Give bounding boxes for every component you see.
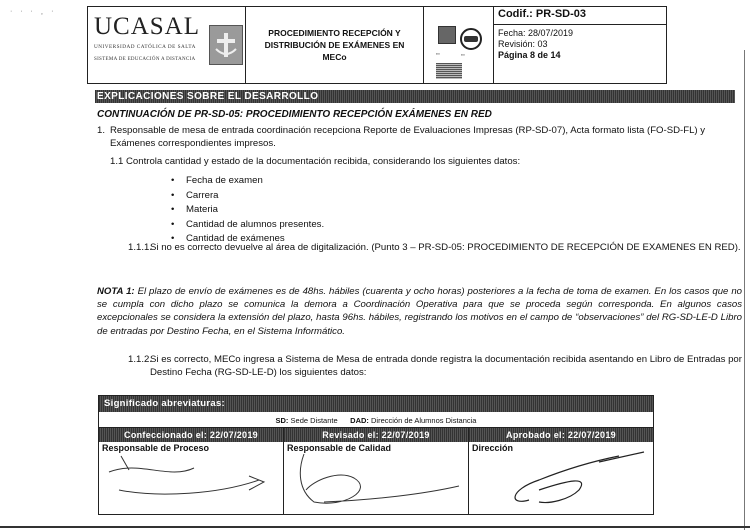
brand-name: UCASAL [94,13,201,40]
abbr-sd-key: SD: [275,416,289,425]
reviewed-column [284,428,469,514]
abbr-dad-key: DAD: [350,416,369,425]
page-bottom-border [0,526,750,528]
university-crest-icon [209,25,243,65]
item-1-1-1-text: Si no es correcto devuelve al área de digitalización. (Punto 3 – PR-SD-05: PROCEDIMIENTO DE RECEPCIÓN DE EXAMENES EN RED). [150,242,741,253]
list-item: • Fecha de examen [168,174,324,189]
prepared-column [99,428,284,514]
scan-noise: · · · ¸ · [10,8,57,15]
signature-direction-icon [469,450,653,510]
section-banner: EXPLICACIONES SOBRE EL DESARROLLO [95,90,735,103]
item-number-1-1-1: 1.1.1. [128,242,153,253]
note-label: NOTA 1: [97,286,135,297]
note-text: El plazo de envío de exámenes es de 48hs. hábiles (cuarenta y ocho horas) posteriores a la fecha de toma de examen. En los casos que no se cumpla con dicho plazo se comunica la demora a Coordinación Operativa para que se proceda según corresponda. En algunos casos excepcionales se considera la extensión del plazo, hasta 96hs. hábiles, registrando los motivos en el campo de “observaciones” del RG-SD-LE-D Libro de entradas por Destino Fecha, en el Sistema Informático. [97,286,742,337]
iram-certification-icon [438,26,456,44]
scan-edge-line [744,50,745,530]
signature-quality-icon [284,450,468,510]
approved-date: Aprobado el: 22/07/2019 [469,428,653,442]
approval-table [98,395,654,515]
brand-system: SISTEMA DE EDUCACIÓN A DISTANCIA [94,57,196,62]
data-fields-list [168,174,324,247]
document-code: Codif.: PR-SD-03 [494,7,666,25]
certification-logos [424,7,494,83]
certification-mark-icon: ▪▪▪ [461,53,465,57]
document-date: Fecha: 28/07/2019 [498,28,574,38]
abbr-dad-value: Dirección de Alumnos Distancia [368,416,477,425]
section-subtitle: CONTINUACIÓN DE PR-SD-05: PROCEDIMIENTO RECEPCIÓN EXÁMENES EN RED [97,109,492,120]
abbreviations-title: Significado abreviaturas: [99,396,653,412]
document-header [87,6,667,84]
note-1 [97,285,742,338]
item-1-1-text: 1.1 Controla cantidad y estado de la documentación recibida, considerando los siguientes datos: [110,156,521,167]
certification-seal-icon [436,63,462,79]
item-1-1-2-text: Si es correcto, MECo ingresa a Sistema de Mesa de entrada donde registra la documentación recibida asentando en Libro de Entradas por Destino Fecha (RG-SD-LE-D) los siguientes datos: [150,354,742,379]
document-revision: Revisión: 03 [498,39,548,49]
list-item: • Materia [168,203,324,218]
item-number-1: 1. [97,125,106,136]
certification-label-icon: ▪▪▪ [436,52,440,56]
item-number-1-1-2: 1.1.2. [128,354,153,365]
document-meta [494,7,666,83]
abbreviations-legend [99,412,653,428]
brand-subtitle: UNIVERSIDAD CATÓLICA DE SALTA [94,44,196,50]
approved-column [469,428,653,514]
item-1-text: Responsable de mesa de entrada coordinación recepciona Reporte de Evaluaciones Impresas (RP-SD-07), Acta formato lista (FO-SD-FL) y Exámenes correspondientes impresos. [110,125,706,150]
abbr-sd-value: Sede Distante [288,416,338,425]
page-number: Página 8 de 14 [498,50,561,60]
prepared-date: Confeccionado el: 22/07/2019 [99,428,283,442]
role-quality-owner: Responsable de Calidad [287,443,392,453]
list-item: • Cantidad de alumnos presentes. [168,218,324,233]
iqnet-certification-icon [460,28,482,50]
reviewed-date: Revisado el: 22/07/2019 [284,428,468,442]
logo-cell [88,7,246,83]
document-title: PROCEDIMIENTO RECEPCIÓN Y DISTRIBUCIÓN DE EXÁMENES EN MECo [246,7,424,83]
list-item: • Carrera [168,189,324,204]
list-item: • Cantidad de exámenes [168,232,324,247]
signature-process-icon [99,450,283,510]
role-process-owner: Responsable de Proceso [102,443,210,453]
role-direction: Dirección [472,443,514,453]
